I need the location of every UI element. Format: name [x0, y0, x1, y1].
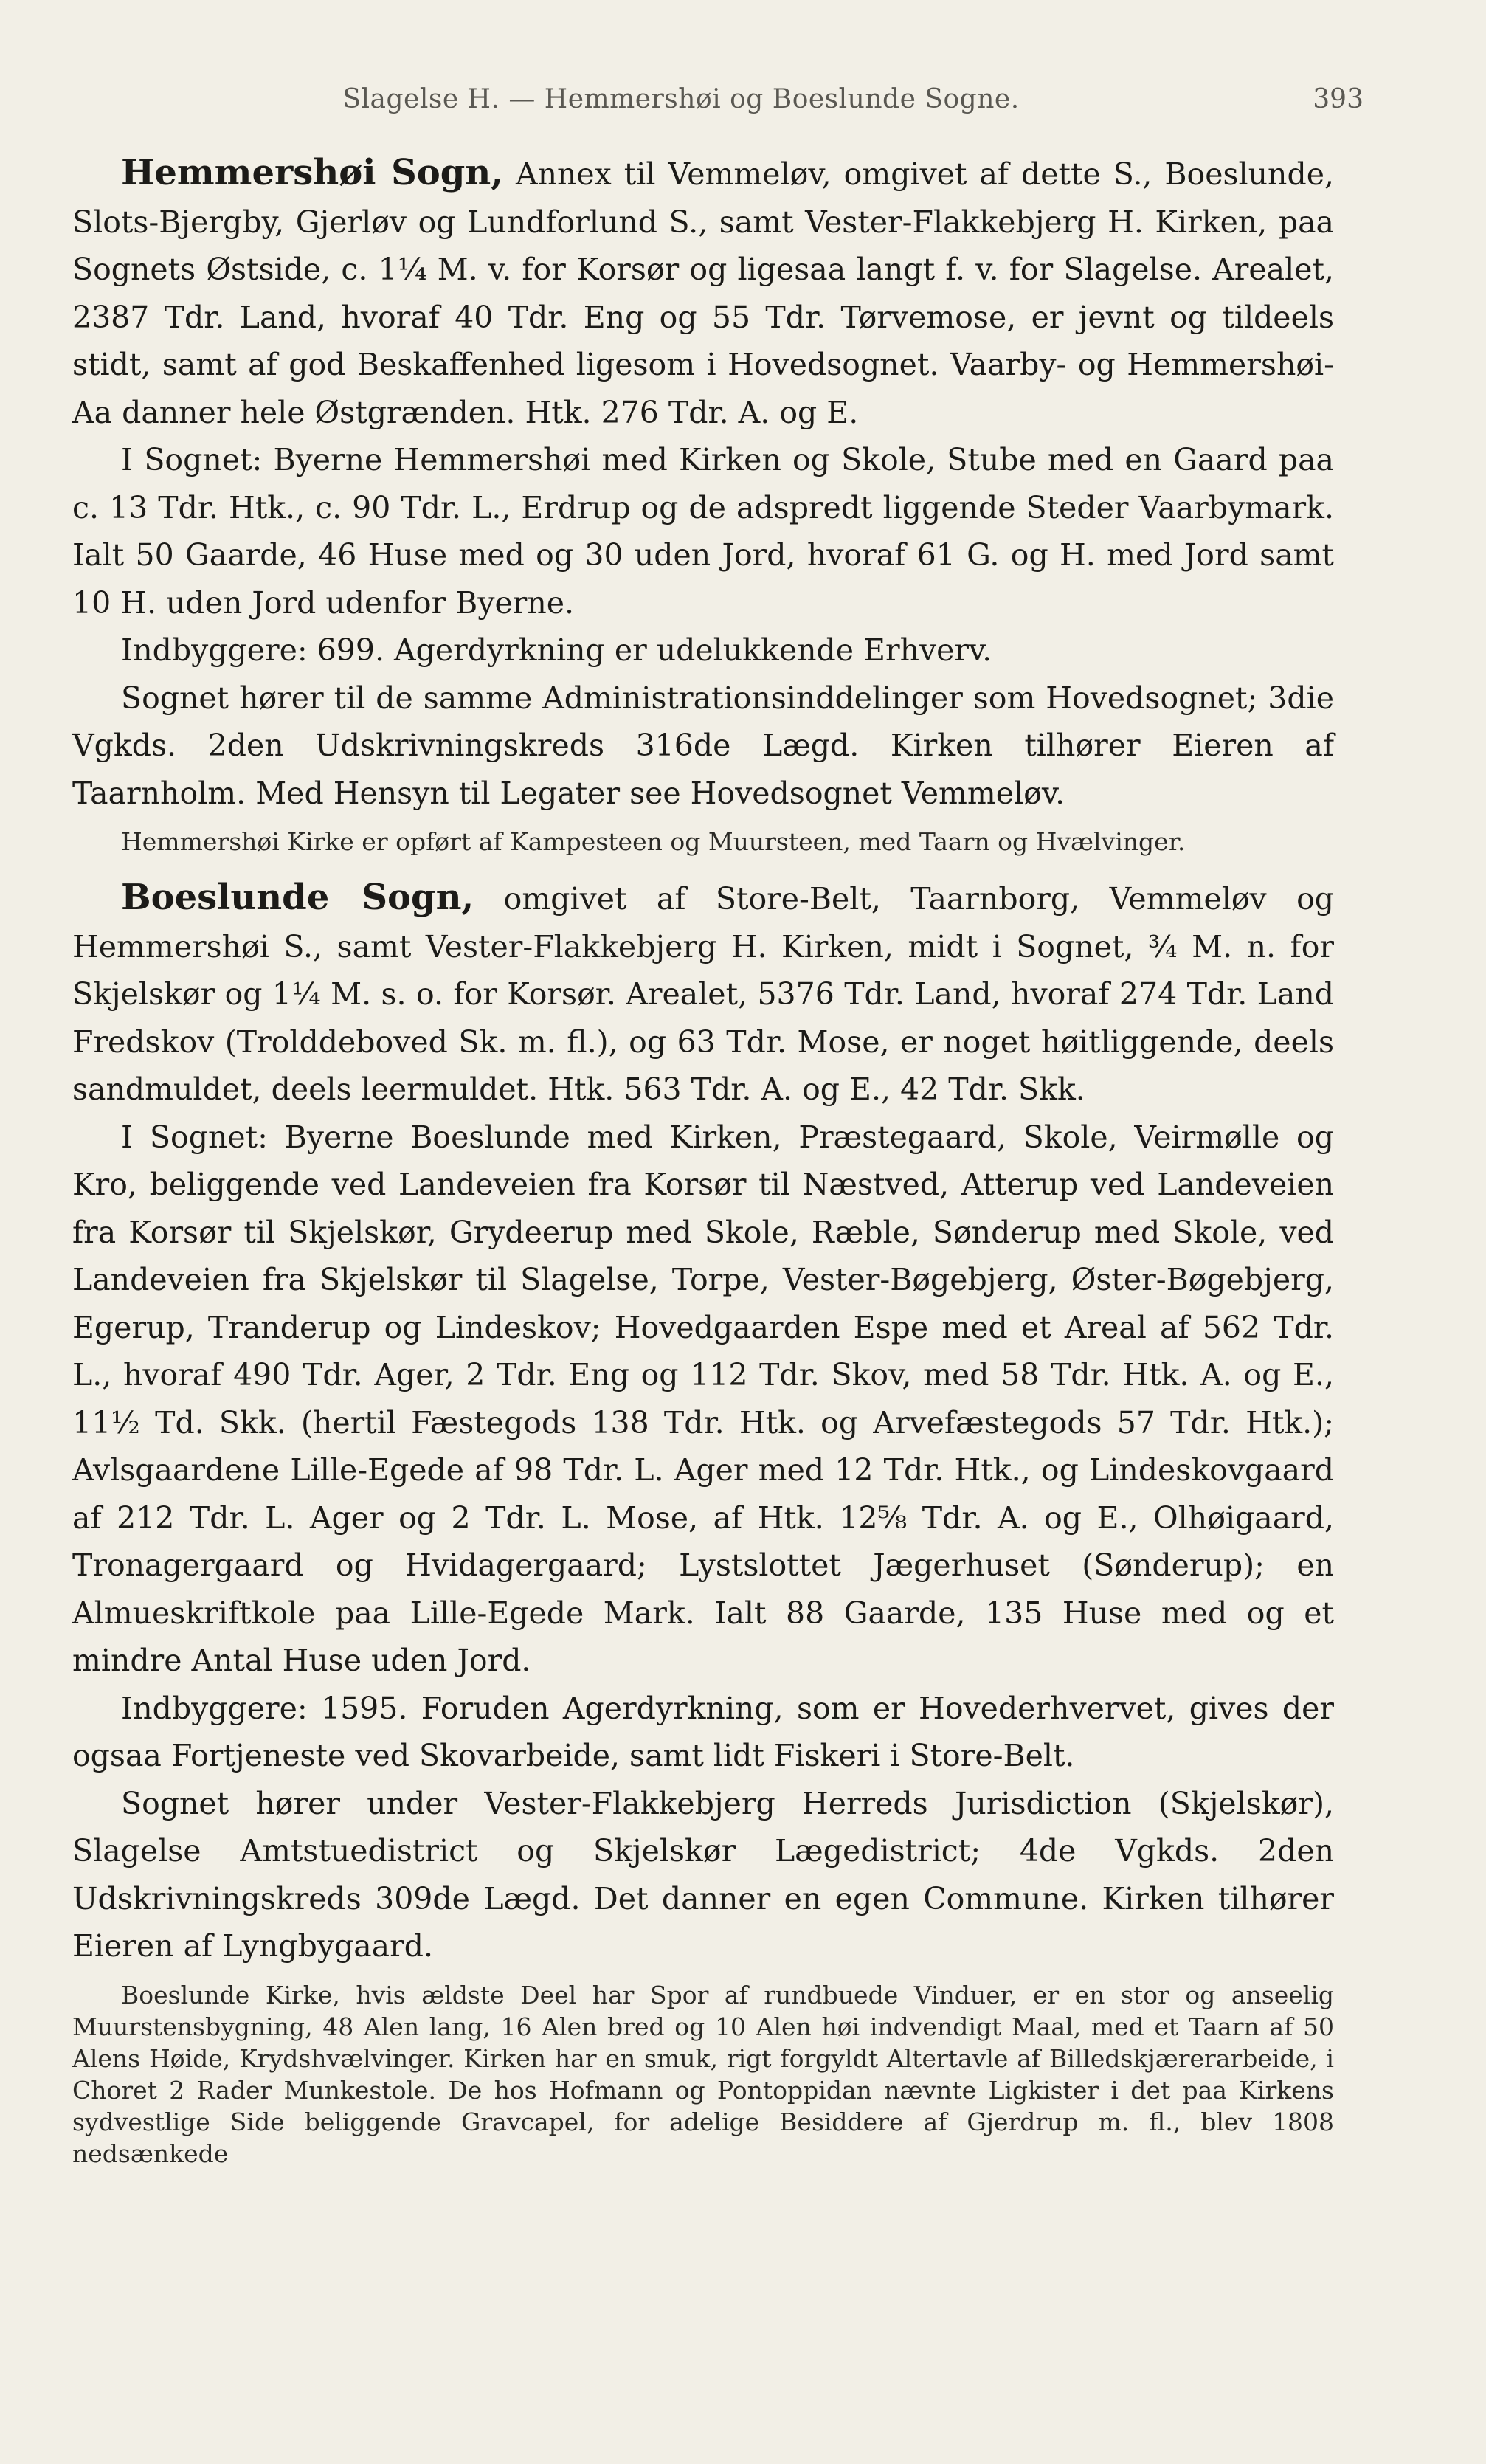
hemmershoi-villages-paragraph: I Sognet: Byerne Hemmershøi med Kirken og Skole, Stube med en Gaard paa c. 13 Tdr. Htk., c. 90 Tdr. L., Erdrup og de adspredt liggende Steder Vaarbymark. Ialt 50 Gaarde, 46 Huse med og 30 uden Jord, hvoraf 61 G. og H. med Jord samt 10 H. uden Jord udenfor Byerne. [72, 442, 1334, 621]
running-title: Slagelse H. — Hemmershøi og Boeslunde Sogne. [342, 84, 1020, 114]
hemmershoi-church-note: Hemmershøi Kirke er opført af Kampesteen og Muursteen, med Taarn og Hvælvinger. [121, 827, 1186, 856]
running-header [72, 71, 1364, 133]
boeslunde-intro-paragraph [72, 874, 1334, 1114]
boeslunde-villages-paragraph: I Sognet: Byerne Boeslunde med Kirken, Præstegaard, Skole, Veirmølle og Kro, beliggende ved Landeveien fra Korsør til Næstved, Atterup ved Landeveien fra Korsør til Skjelskør, Grydeerup med Skole, Ræble, Sønderup med Skole, ved Landeveien fra Skjelskør til Slagelse, Torpe, Vester-Bøgebjerg, Øster-Bøgebjerg, Egerup, Tranderup og Lindeskov; Hovedgaarden Espe med et Areal af 562 Tdr. L., hvoraf 490 Tdr. Ager, 2 Tdr. Eng og 112 Tdr. Skov, med 58 Tdr. Htk. A. og E., 11½ Td. Skk. (hertil Fæstegods 138 Tdr. Htk. og Arvefæstegods 57 Tdr. Htk.); Avlsgaardene Lille-Egede af 98 Tdr. L. Ager med 12 Tdr. Htk., og Lindeskovgaard af 212 Tdr. L. Ager og 2 Tdr. L. Mose, af Htk. 12⅝ Tdr. A. og E., Olhøigaard, Tronagergaard og Hvidagergaard; Lystslottet Jægerhuset (Sønderup); en Almueskriftkole paa Lille-Egede Mark. Ialt 88 Gaarde, 135 Huse med og et mindre Antal Huse uden Jord. [72, 1119, 1334, 1678]
boeslunde-title: Boeslunde Sogn, [121, 877, 474, 918]
hemmershoi-intro-text: Annex til Vemmeløv, omgivet af dette S., Boeslunde, Slots-Bjergby, Gjerløv og Lundforlund S., samt Vester-Flakkebjerg H. Kirken, paa Sognets Østside, c. 1¼ M. v. for Korsør og ligesaa langt f. v. for Slagelse. Arealet, 2387 Tdr. Land, hvoraf 40 Tdr. Eng og 55 Tdr. Tørvemose, er jevnt og tildeels stidt, samt af god Beskaffenhed ligesom i Hovedsognet. Vaarby- og Hemmershøi-Aa danner hele Østgrænden. Htk. 276 Tdr. A. og E. [72, 156, 1335, 430]
section-boeslunde [72, 874, 1334, 2170]
hemmershoi-intro-paragraph [72, 149, 1334, 436]
boeslunde-intro-text: omgivet af Store-Belt, Taarnborg, Vemmeløv og Hemmershøi S., samt Vester-Flakkebjerg H. Kirken, midt i Sognet, ¾ M. n. for Skjelskør og 1¼ M. s. o. for Korsør. Arealet, 5376 Tdr. Land, hvoraf 274 Tdr. Land Fredskov (Trolddeboved Sk. m. fl.), og 63 Tdr. Mose, er noget høitliggende, deels sandmuldet, deels leermuldet. Htk. 563 Tdr. A. og E., 42 Tdr. Skk. [72, 881, 1335, 1107]
boeslunde-inhabitants-paragraph: Indbyggere: 1595. Foruden Agerdyrkning, som er Hovederhvervet, gives der ogsaa Fortjeneste ved Skovarbeide, samt lidt Fiskeri i Store-Belt. [72, 1690, 1334, 1773]
hemmershoi-inhabitants-paragraph: Indbyggere: 699. Agerdyrkning er udelukkende Erhverv. [121, 632, 992, 668]
page-number: 393 [1313, 84, 1364, 114]
boeslunde-administration-paragraph: Sognet hører under Vester-Flakkebjerg Herreds Jurisdiction (Skjelskør), Slagelse Amtstuedistrict og Skjelskør Lægedistrict; 4de Vgkds. 2den Udskrivningskreds 309de Lægd. Det danner en egen Commune. Kirken tilhører Eieren af Lyngbygaard. [72, 1785, 1334, 1964]
section-hemmershoi [72, 149, 1334, 857]
hemmershoi-administration-paragraph: Sognet hører til de samme Administrationsinddelinger som Hovedsognet; 3die Vgkds. 2den Udskrivningskreds 316de Lægd. Kirken tilhører Eieren af Taarnholm. Med Hensyn til Legater see Hovedsognet Vemmeløv. [72, 680, 1334, 811]
boeslunde-church-note: Boeslunde Kirke, hvis ældste Deel har Spor af rundbuede Vinduer, er en stor og anseelig Muurstensbygning, 48 Alen lang, 16 Alen bred og 10 Alen høi indvendigt Maal, med et Taarn af 50 Alens Høide, Krydshvælvinger. Kirken har en smuk, rigt forgyldt Altertavle af Billedskjærerarbeide, i Choret 2 Rader Munkestole. De hos Hofmann og Pontoppidan nævnte Ligkister i det paa Kirkens sydvestlige Side beliggende Gravcapel, for adelige Besiddere af Gjerdrup m. fl., blev 1808 nedsænkede [72, 1980, 1334, 2168]
book-page [72, 71, 1364, 2170]
hemmershoi-title: Hemmershøi Sogn, [121, 152, 503, 193]
